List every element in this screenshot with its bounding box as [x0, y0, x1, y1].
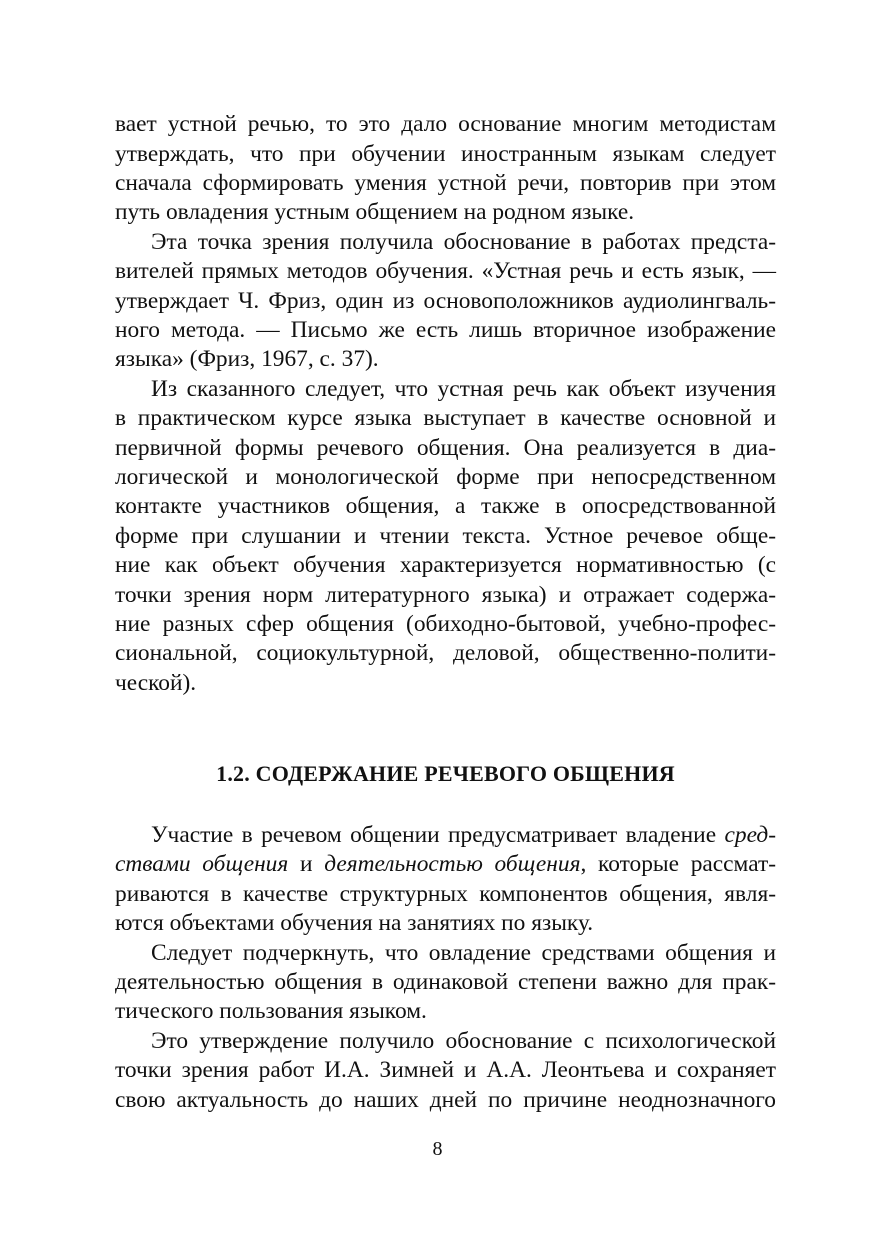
page-number: 8 [432, 1138, 443, 1160]
text-line: Это утверждение получило обоснование с психологической [151, 1028, 776, 1054]
text-line: вителей прямых методов обучения. «Устная речь и есть язык, — [115, 258, 776, 284]
text-line: ческой). [115, 670, 197, 696]
text-line: точки зрения норм литературного языка) и отражает содержа- [115, 582, 776, 608]
text-line: логической и монологической форме при непосредственном [115, 464, 776, 490]
text-line: путь овладения устным общением на родном языке. [115, 199, 635, 225]
italic-term: деятельностью общения [324, 851, 581, 877]
text-run: , которые рассмат- [580, 851, 776, 877]
text-line: тического пользования языком. [115, 998, 427, 1024]
text-line: риваются в качестве структурных компонентов общения, явля- [115, 881, 776, 907]
text-line: контакте участников общения, а также в опосредствованной [115, 493, 776, 519]
text-line: Следует подчеркнуть, что овладение средствами общения и [151, 940, 776, 966]
italic-term: сред- [724, 822, 776, 848]
text-line: в практическом курсе языка выступает в качестве основной и [115, 405, 776, 431]
text-line: свою актуальность до наших дней по причине неоднозначного [115, 1087, 776, 1113]
text-line: форме при слушании и чтении текста. Устное речевое обще- [115, 523, 776, 549]
text-line: сиональной, социокультурной, деловой, общественно-полити- [115, 640, 776, 666]
text-line: ного метода. — Письмо же есть лишь вторичное изображение [115, 317, 776, 343]
text-line: ние как объект обучения характеризуется нормативностью (с [115, 552, 776, 578]
text-line: ются объектами обучения на занятиях по языку. [115, 910, 594, 936]
text-line [115, 850, 776, 879]
text-run: и [288, 851, 325, 877]
text-line: Из сказанного следует, что устная речь как объект изучения [151, 376, 776, 402]
text-line: ние разных сфер общения (обиходно-бытовой, учебно-профес- [115, 611, 776, 637]
text-line: вает устной речью, то это дало основание многим методистам [115, 111, 776, 137]
text-line: утверждать, что при обучении иностранным языкам следует [115, 141, 776, 167]
text-line: первичной формы речевого общения. Она реализуется в диа- [115, 435, 776, 461]
text-line: языка» (Фриз, 1967, с. 37). [115, 346, 379, 372]
text-line [115, 821, 776, 850]
italic-term: ствами общения [115, 851, 289, 877]
text-line: Эта точка зрения получила обоснование в работах предста- [151, 229, 776, 255]
section-heading: 1.2. СОДЕРЖАНИЕ РЕЧЕВОГО ОБЩЕНИЯ [216, 761, 675, 786]
text-line: точки зрения работ И.А. Зимней и А.А. Леонтьева и сохраняет [115, 1057, 776, 1083]
text-line: сначала сформировать умения устной речи, повторив при этом [115, 170, 776, 196]
text-run: Участие в речевом общении предусматривает владение [151, 822, 725, 848]
text-line: утверждает Ч. Фриз, один из основоположников аудиолингваль- [115, 288, 776, 314]
text-line: деятельностью общения в одинаковой степени важно для прак- [115, 969, 776, 995]
